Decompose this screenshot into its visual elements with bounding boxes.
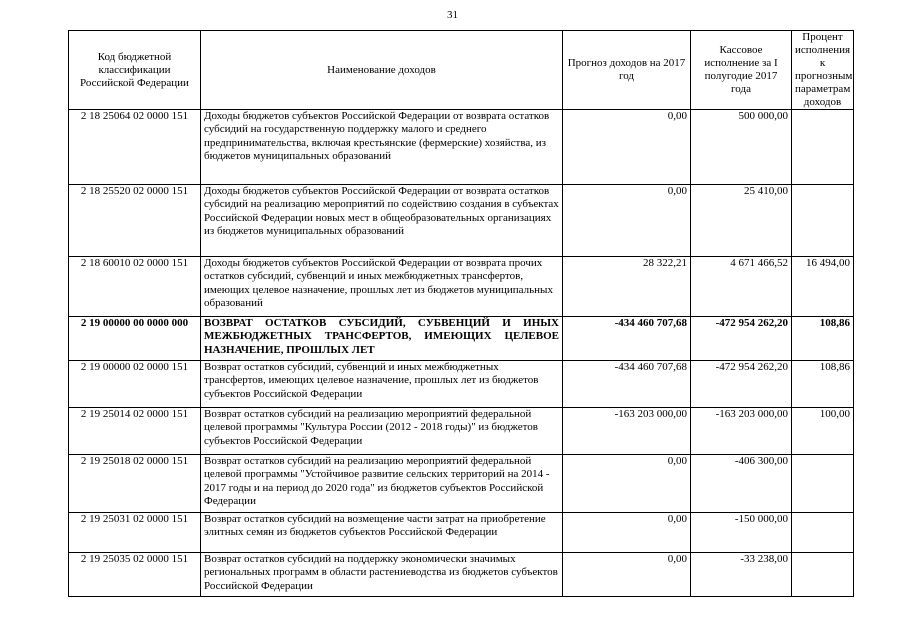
row-name: Возврат остатков субсидий на поддержку экономически значимых региональных программ в области растениеводства из бюджетов субъектов Российской Федерации: [201, 553, 563, 597]
row-forecast: 0,00: [563, 110, 691, 185]
row-name: Доходы бюджетов субъектов Российской Федерации от возврата прочих остатков субсидий, субвенций и иных межбюджетных трансфертов, имеющих целевое назначение, прошлых лет из бюджетов муниципальных образований: [201, 257, 563, 317]
row-percent: [792, 110, 854, 185]
table-row: [69, 408, 854, 455]
row-name: ВОЗВРАТ ОСТАТКОВ СУБСИДИЙ, СУБВЕНЦИЙ И ИНЫХ МЕЖБЮДЖЕТНЫХ ТРАНСФЕРТОВ, ИМЕЮЩИХ ЦЕЛЕВОЕ НАЗНАЧЕНИЕ, ПРОШЛЫХ ЛЕТ: [201, 317, 563, 361]
row-percent: 100,00: [792, 408, 854, 455]
table-row: [69, 257, 854, 317]
page-number: 31: [447, 9, 458, 21]
table-header-row: [69, 31, 854, 110]
header-percent: Процент исполнения к прогнозным параметрам доходов: [792, 31, 854, 110]
row-code: 2 19 00000 00 0000 000: [69, 317, 201, 361]
row-code: 2 18 25064 02 0000 151: [69, 110, 201, 185]
row-forecast: 0,00: [563, 185, 691, 257]
row-code: 2 19 25031 02 0000 151: [69, 513, 201, 553]
row-cash: -406 300,00: [691, 455, 792, 513]
row-percent: [792, 553, 854, 597]
row-code: 2 18 25520 02 0000 151: [69, 185, 201, 257]
row-cash: -150 000,00: [691, 513, 792, 553]
row-name: Возврат остатков субсидий на реализацию мероприятий федеральной целевой программы "Культура России (2012 - 2018 годы)" из бюджетов субъектов Российской Федерации: [201, 408, 563, 455]
row-forecast: -434 460 707,68: [563, 317, 691, 361]
row-percent: 108,86: [792, 317, 854, 361]
header-code: Код бюджетной классификации Российской Федерации: [69, 31, 201, 110]
row-name: Доходы бюджетов субъектов Российской Федерации от возврата остатков субсидий на реализацию мероприятий по содействию создания в субъектах Российской Федерации новых мест в общеобразовательных организациях из бюджетов муниципальных образований: [201, 185, 563, 257]
row-forecast: 0,00: [563, 553, 691, 597]
row-percent: [792, 455, 854, 513]
table-body: [69, 110, 854, 597]
row-cash: -472 954 262,20: [691, 361, 792, 408]
table-row: [69, 185, 854, 257]
header-cash: Кассовое исполнение за I полугодие 2017 года: [691, 31, 792, 110]
table-row: [69, 513, 854, 553]
table-row: [69, 110, 854, 185]
row-forecast: 28 322,21: [563, 257, 691, 317]
row-percent: 16 494,00: [792, 257, 854, 317]
revenue-table: [68, 30, 854, 597]
row-name: Возврат остатков субсидий на возмещение части затрат на приобретение элитных семян из бюджетов субъектов Российской Федерации: [201, 513, 563, 553]
row-name: Доходы бюджетов субъектов Российской Федерации от возврата остатков субсидий на государственную поддержку малого и среднего предпринимательства, включая крестьянские (фермерские) хозяйства, из бюджетов муниципальных образований: [201, 110, 563, 185]
row-code: 2 19 25014 02 0000 151: [69, 408, 201, 455]
row-cash: -33 238,00: [691, 553, 792, 597]
row-cash: -472 954 262,20: [691, 317, 792, 361]
row-code: 2 19 00000 02 0000 151: [69, 361, 201, 408]
row-code: 2 19 25035 02 0000 151: [69, 553, 201, 597]
row-percent: [792, 185, 854, 257]
row-cash: -163 203 000,00: [691, 408, 792, 455]
row-cash: 4 671 466,52: [691, 257, 792, 317]
header-forecast: Прогноз доходов на 2017 год: [563, 31, 691, 110]
row-cash: 500 000,00: [691, 110, 792, 185]
row-code: 2 18 60010 02 0000 151: [69, 257, 201, 317]
row-forecast: -434 460 707,68: [563, 361, 691, 408]
table-row: [69, 455, 854, 513]
row-percent: 108,86: [792, 361, 854, 408]
row-percent: [792, 513, 854, 553]
row-forecast: 0,00: [563, 513, 691, 553]
row-code: 2 19 25018 02 0000 151: [69, 455, 201, 513]
row-forecast: 0,00: [563, 455, 691, 513]
row-forecast: -163 203 000,00: [563, 408, 691, 455]
table-row: [69, 317, 854, 361]
row-name: Возврат остатков субсидий на реализацию мероприятий федеральной целевой программы "Устойчивое развитие сельских территорий на 2014 - 2017 годы и на период до 2020 года" из бюджетов субъектов Российской Федерации: [201, 455, 563, 513]
table-row: [69, 553, 854, 597]
table-row: [69, 361, 854, 408]
row-cash: 25 410,00: [691, 185, 792, 257]
row-name: Возврат остатков субсидий, субвенций и иных межбюджетных трансфертов, имеющих целевое назначение, прошлых лет из бюджетов субъектов Российской Федерации: [201, 361, 563, 408]
header-name: Наименование доходов: [201, 31, 563, 110]
